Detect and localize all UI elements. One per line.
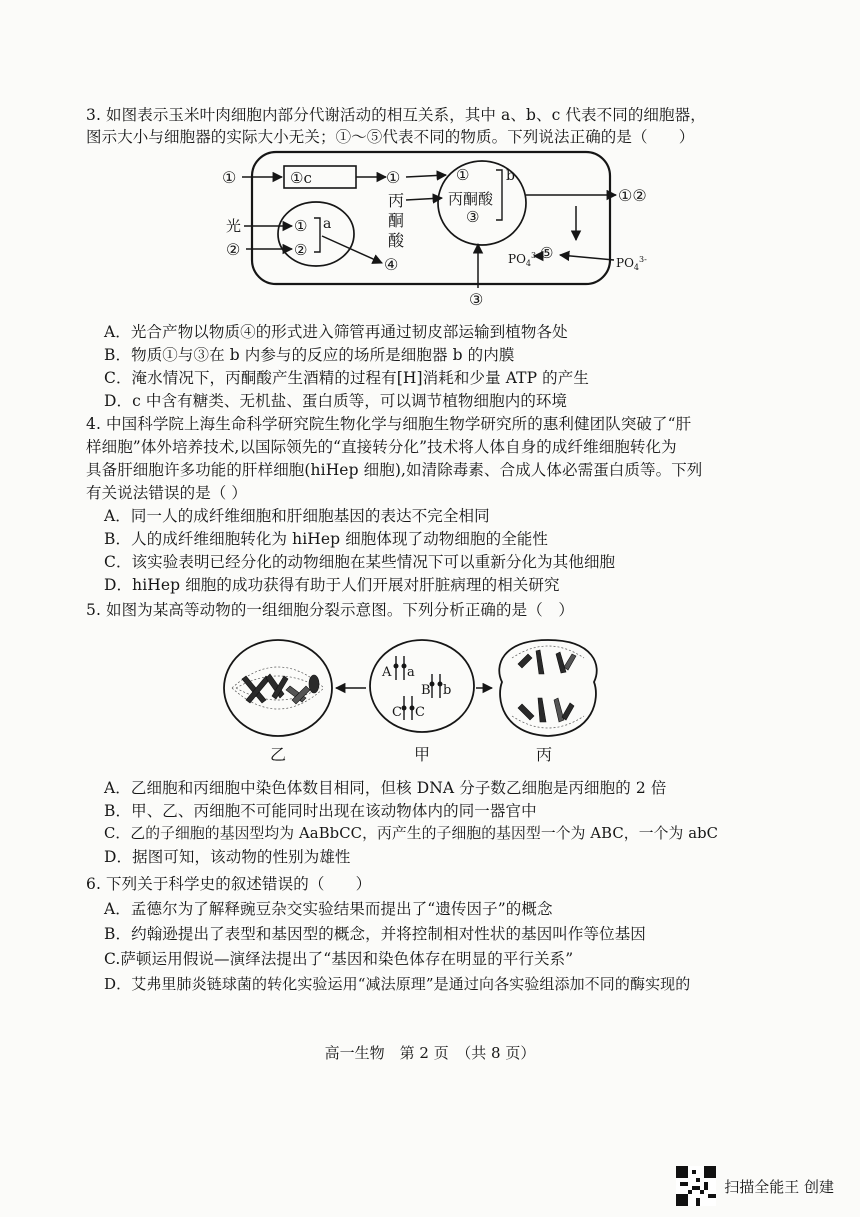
- label-bing: 丙: [536, 745, 553, 764]
- q4-option-a: A．同一人的成纤维细胞和肝细胞基因的表达不完全相同: [104, 507, 490, 525]
- gene-C-right: C: [415, 705, 425, 720]
- q3-metabolism-diagram: [210, 148, 660, 308]
- pyruvate-char-1: 丙: [388, 191, 405, 210]
- q5-option-c: C．乙的子细胞的基因型均为 AaBbCC，丙产生的子细胞的基因型一个为 ABC，一个为 abC: [104, 825, 719, 842]
- gene-b: b: [443, 683, 452, 698]
- q6-option-c: C.萨顿运用假说—演绎法提出了“基因和染色体存在明显的平行关系”: [104, 950, 574, 968]
- q3-option-a: A．光合产物以物质④的形式进入筛管再通过韧皮部运输到植物各处: [104, 323, 568, 341]
- q4-option-d: D．hiHep 细胞的成功获得有助于人们开展对肝脏病理的相关研究: [104, 576, 560, 594]
- a-item-two: ②: [294, 241, 308, 259]
- q6-option-d: D．艾弗里肺炎链球菌的转化实验运用“减法原理”是通过向各实验组添加不同的酶实现的: [104, 975, 691, 993]
- top-mid-one: ①: [386, 168, 401, 187]
- q5-stem: 5. 如图为某高等动物的一组细胞分裂示意图。下列分析正确的是（ ）: [86, 601, 575, 619]
- cell-bing: [499, 640, 596, 736]
- q4-stem-line-4: 有关说法错误的是（ ）: [86, 484, 248, 502]
- a-label: a: [323, 216, 332, 232]
- b-label: b: [506, 168, 515, 184]
- b-item-pyruvate: 丙酮酸: [448, 190, 494, 208]
- page-footer: 高一生物 第 2 页 （共 8 页）: [324, 1044, 536, 1062]
- label-jia: 甲: [414, 745, 431, 764]
- po4-left: $PO_4^{3-}$: [508, 251, 539, 268]
- pyruvate-char-3: 酸: [388, 231, 405, 250]
- three-bottom: ③: [469, 290, 484, 308]
- gene-C-left: C: [392, 705, 402, 720]
- q4-stem-line-2: 样细胞”体外培养技术,以国际领先的“直接转分化”技术将人体自身的成纤维细胞转化为: [86, 438, 677, 456]
- box-c-label: ①c: [290, 169, 312, 187]
- gene-A: A: [382, 665, 392, 680]
- q6-stem: 6. 下列关于科学史的叙述错误的（ ）: [86, 875, 372, 893]
- output-one-two: ①②: [618, 186, 647, 205]
- four-label: ④: [384, 255, 399, 274]
- q4-stem-line-3: 具备肝细胞许多功能的肝样细胞(hiHep 细胞),如清除毒素、合成人体必需蛋白质等。下列: [86, 461, 703, 479]
- q6-option-b: B．约翰逊提出了表型和基因型的概念，并将控制相对性状的基因叫作等位基因: [104, 925, 646, 943]
- stamp-text: 扫描全能王 创建: [724, 1177, 834, 1196]
- q3-stem-line-1: 3. 如图表示玉米叶肉细胞内部分代谢活动的相互关系，其中 a、b、c 代表不同的细胞器，: [86, 106, 706, 124]
- q5-option-a: A．乙细胞和丙细胞中染色体数目相同，但核 DNA 分子数乙细胞是丙细胞的 2 倍: [104, 779, 667, 797]
- a-item-one: ①: [294, 217, 308, 235]
- bing-chromosomes: [518, 650, 576, 722]
- gene-a: a: [407, 665, 415, 680]
- q3-option-c: C．淹水情况下，丙酮酸产生酒精的过程有[H]消耗和少量 ATP 的产生: [104, 369, 589, 387]
- q5-option-d: D．据图可知，该动物的性别为雄性: [104, 848, 351, 866]
- q4-option-c: C．该实验表明已经分化的动物细胞在某些情况下可以重新分化为其他细胞: [104, 553, 616, 571]
- q4-stem-line-1: 4. 中国科学院上海生命科学研究院生物化学与细胞生物学研究所的惠利健团队突破了“肝: [86, 415, 692, 433]
- b-item-three: ③: [466, 208, 480, 226]
- q3-stem-line-2: 图示大小与细胞器的实际大小无关；①～⑤代表不同的物质。下列说法正确的是（ ）: [86, 128, 695, 146]
- yi-chromosomes: [242, 674, 319, 704]
- scanner-stamp: [676, 1166, 834, 1206]
- light-label: 光: [226, 217, 242, 235]
- q3-option-b: B．物质①与③在 b 内参与的反应的场所是细胞器 b 的内膜: [104, 346, 515, 364]
- po4-right: $PO_4^{3-}$: [616, 255, 647, 272]
- five-label: ⑤: [540, 244, 554, 262]
- gene-B: B: [421, 683, 431, 698]
- b-item-one: ①: [456, 166, 470, 184]
- q5-option-b: B．甲、乙、丙细胞不可能同时出现在该动物体内的同一器官中: [104, 802, 537, 820]
- label-yi: 乙: [270, 745, 287, 764]
- input-one-left: ①: [222, 168, 237, 187]
- pyruvate-char-2: 酮: [388, 211, 405, 230]
- qr-code-icon: [676, 1166, 716, 1206]
- q3-option-d: D．c 中含有糖类、无机盐、蛋白质等，可以调节植物细胞内的环境: [104, 392, 568, 410]
- q5-cell-division-diagram: [222, 636, 622, 766]
- q4-option-b: B．人的成纤维细胞转化为 hiHep 细胞体现了动物细胞的全能性: [104, 530, 548, 548]
- input-two-left: ②: [226, 240, 241, 259]
- organelle-a: [278, 202, 354, 266]
- q6-option-a: A．孟德尔为了解释豌豆杂交实验结果而提出了“遗传因子”的概念: [104, 900, 553, 918]
